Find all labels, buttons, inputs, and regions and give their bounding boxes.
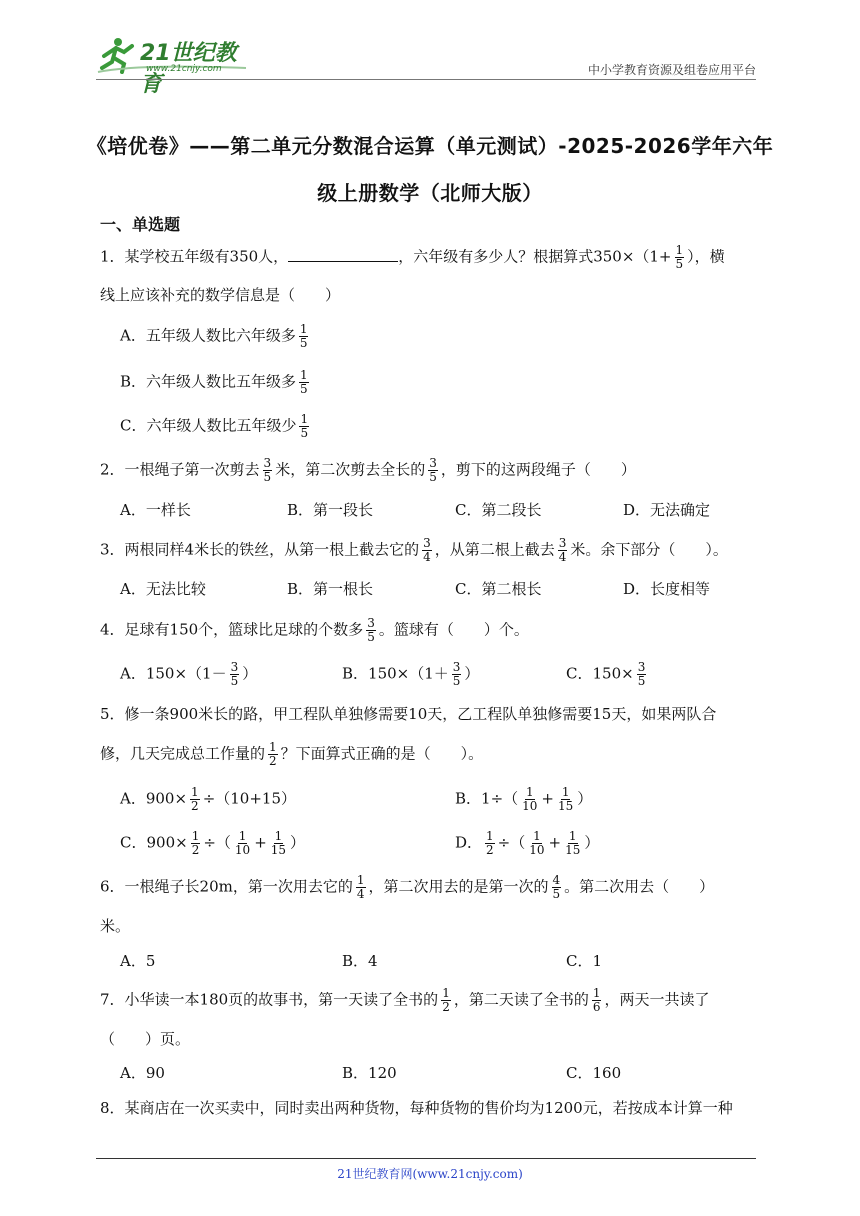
header-divider — [96, 79, 756, 80]
page-title-line1: 《培优卷》——第二单元分数混合运算（单元测试）-2025-2026学年六年 — [86, 134, 774, 158]
section-heading: 一、单选题 — [100, 215, 181, 234]
logo-text: 21世纪教育 — [140, 41, 237, 97]
q5-option-a[interactable]: A．900× $\frac{1}{2}$ ÷（10+15） — [120, 785, 296, 813]
question-1-line2: 线上应该补充的数学信息是（ ） — [100, 286, 341, 304]
q7-option-c[interactable]: C．160 — [566, 1064, 622, 1082]
q6-option-a[interactable]: A．5 — [120, 952, 156, 970]
question-3: 3．两根同样4米长的铁丝，从第一根上截去它的 $\frac{3}{4}$ ，从第二根上截去 $\frac{3}{4}$ 米。余下部分（ ）。 — [100, 536, 728, 564]
q4-option-a[interactable]: A．150×（1－ $\frac{3}{5}$ ） — [120, 660, 258, 688]
platform-label: 中小学教育资源及组卷应用平台 — [587, 63, 756, 77]
question-8: 8．某商店在一次买卖中，同时卖出两种货物，每种货物的售价均为1200元，若按成本计算一种 — [100, 1099, 733, 1117]
q2-option-d[interactable]: D．无法确定 — [623, 501, 711, 519]
q2-option-a[interactable]: A．一样长 — [120, 501, 191, 519]
question-5-line2: 修，几天完成总工作量的 $\frac{1}{2}$ ？下面算式正确的是（ ）。 — [100, 740, 484, 768]
footer-divider — [96, 1158, 756, 1159]
question-4: 4．足球有150个，篮球比足球的个数多 $\frac{3}{5}$ 。篮球有（ ）个。 — [100, 616, 529, 644]
footer-link[interactable]: 21世纪教育网(www.21cnjy.com) — [337, 1167, 523, 1181]
q6-option-b[interactable]: B．4 — [342, 952, 378, 970]
question-7-line2: （ ）页。 — [100, 1030, 191, 1048]
q2-option-b[interactable]: B．第一段长 — [287, 501, 374, 519]
answer-blank — [288, 247, 398, 262]
q1-option-a[interactable]: A．五年级人数比六年级多 $\frac{1}{5}$ — [120, 322, 308, 350]
q3-option-a[interactable]: A．无法比较 — [120, 580, 206, 598]
q7-option-a[interactable]: A．90 — [120, 1064, 165, 1082]
fraction: $\frac{1}{5}$ — [675, 243, 684, 271]
q3-option-d[interactable]: D．长度相等 — [623, 580, 711, 598]
question-1: 1．某学校五年级有350人， ，六年级有多少人？根据算式350×（1+ $\frac{1}{5}$ ），横 — [100, 243, 725, 271]
question-5: 5．修一条900米长的路，甲工程队单独修需要10天，乙工程队单独修需要15天，如果两队合 — [100, 705, 717, 723]
logo — [96, 34, 256, 97]
q1-option-b[interactable]: B．六年级人数比五年级多 $\frac{1}{5}$ — [120, 368, 308, 396]
question-6: 6．一根绳子长20m，第一次用去它的 $\frac{1}{4}$ ，第二次用去的是第一次的 $\frac{4}{5}$ 。第二次用去（ ） — [100, 873, 715, 901]
q3-option-c[interactable]: C．第二根长 — [455, 580, 542, 598]
question-2: 2．一根绳子第一次剪去 $\frac{3}{5}$ 米，第二次剪去全长的 $\frac{3}{5}$ ，剪下的这两段绳子（ ） — [100, 456, 636, 484]
logo-url: www.21cnjy.com — [146, 64, 222, 74]
q5-option-b[interactable]: B．1÷（ $\frac{1}{10}$ + $\frac{1}{15}$ ） — [455, 785, 593, 813]
q5-option-c[interactable]: C．900× $\frac{1}{2}$ ÷（ $\frac{1}{10}$ + $\frac{1}{15}$ ） — [120, 829, 306, 857]
page-title-line2: 级上册数学（北师大版） — [317, 181, 543, 205]
q4-option-c[interactable]: C．150× $\frac{3}{5}$ — [566, 660, 646, 688]
q6-option-c[interactable]: C．1 — [566, 952, 603, 970]
q7-option-b[interactable]: B．120 — [342, 1064, 397, 1082]
q4-option-b[interactable]: B．150×（1＋ $\frac{3}{5}$ ） — [342, 660, 480, 688]
q2-option-c[interactable]: C．第二段长 — [455, 501, 542, 519]
q3-option-b[interactable]: B．第一根长 — [287, 580, 374, 598]
q1-option-c[interactable]: C．六年级人数比五年级少 $\frac{1}{5}$ — [120, 412, 309, 440]
question-7: 7．小华读一本180页的故事书，第一天读了全书的 $\frac{1}{2}$ ，第二天读了全书的 $\frac{1}{6}$ ，两天一共读了 — [100, 986, 710, 1014]
q5-option-d[interactable]: D． $\frac{1}{2}$ ÷（ $\frac{1}{10}$ + $\frac{1}{15}$ ） — [455, 829, 600, 857]
question-6-line2: 米。 — [100, 917, 131, 935]
